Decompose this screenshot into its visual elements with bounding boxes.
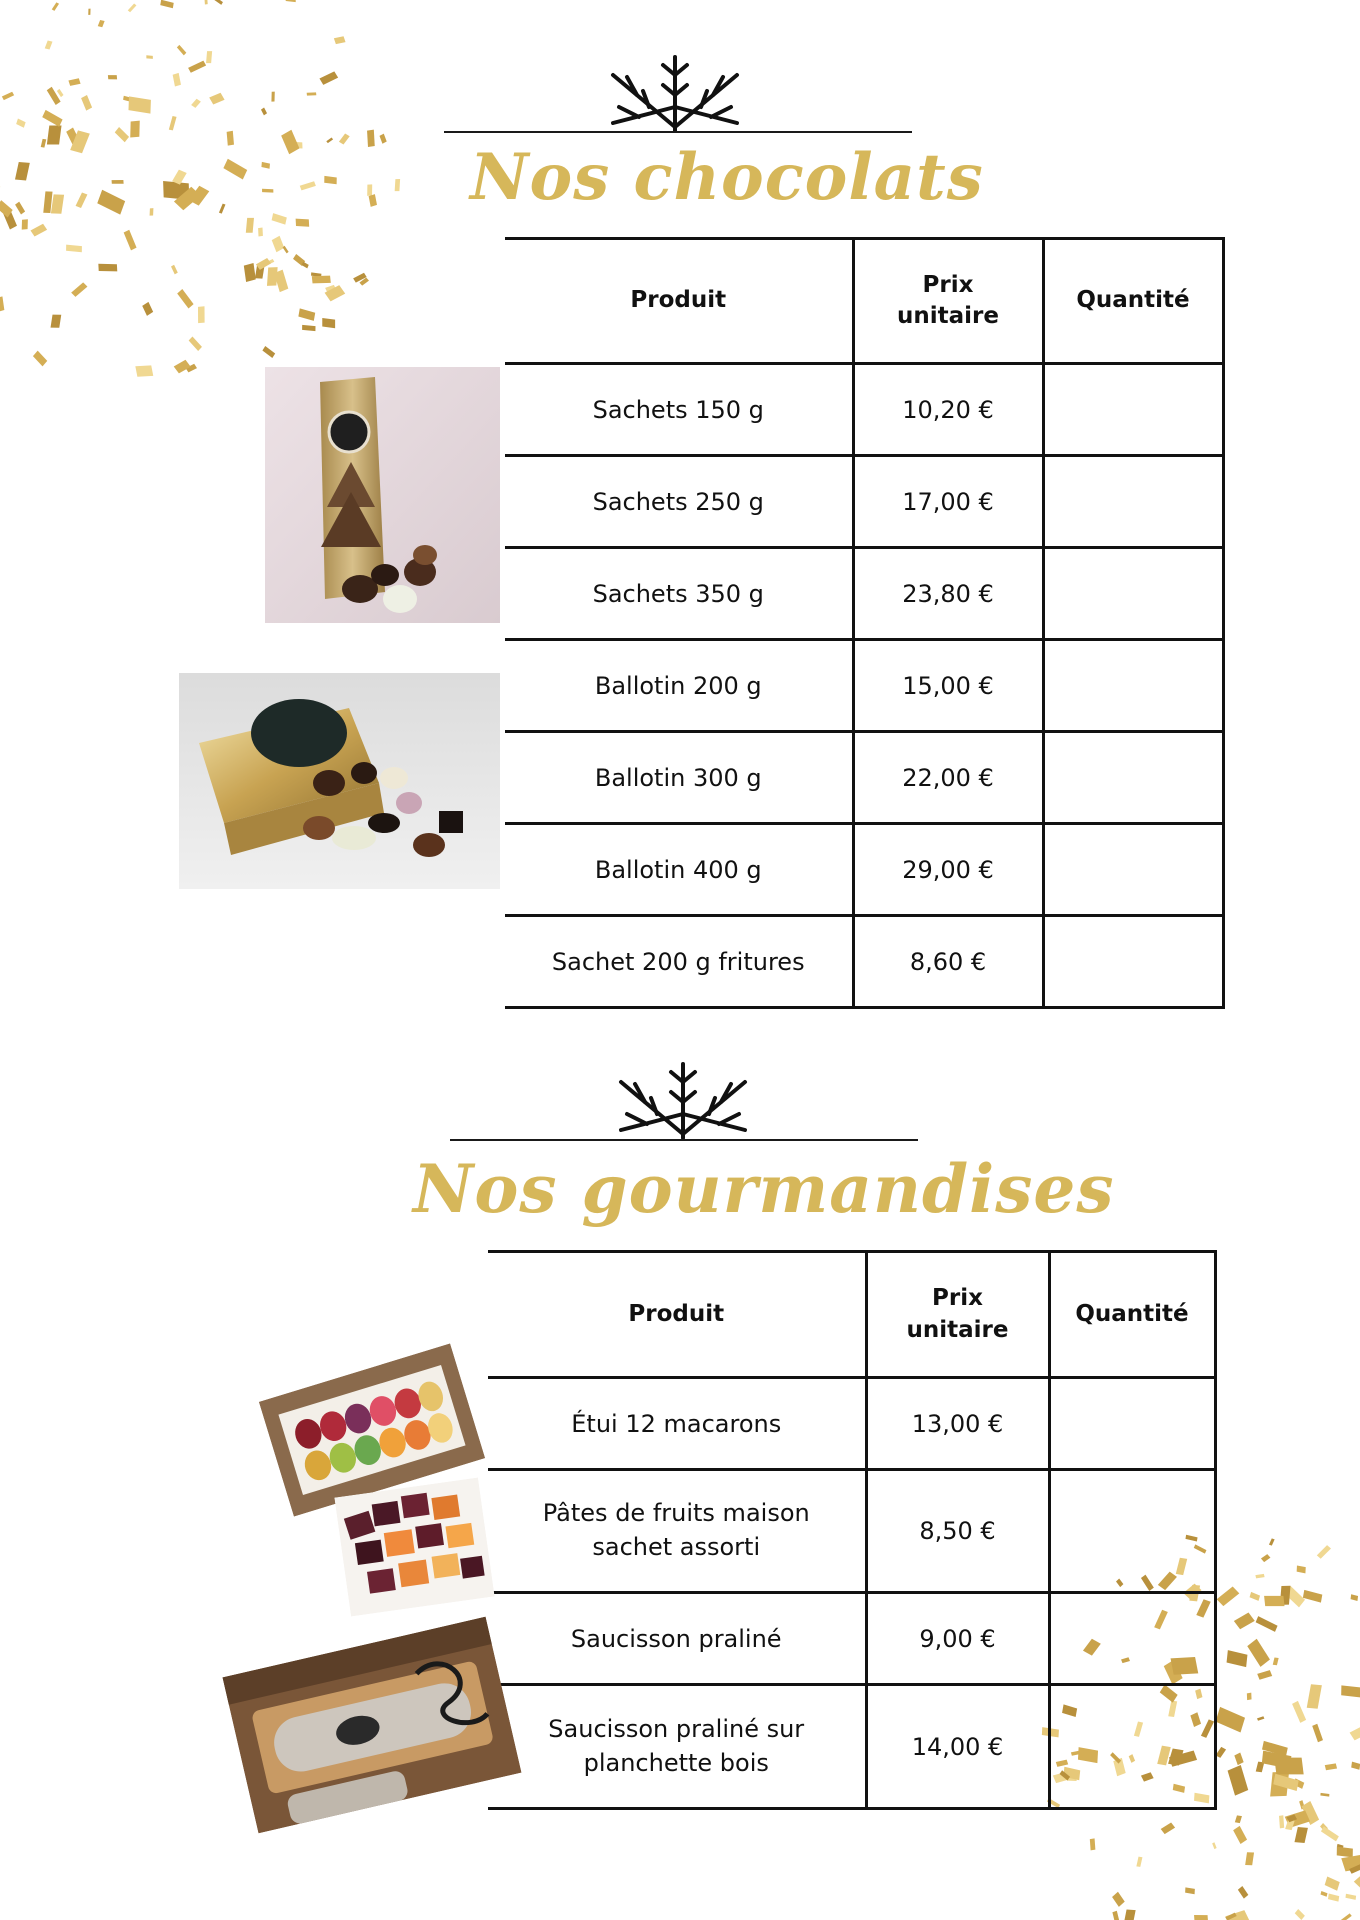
confetti-piece bbox=[353, 272, 367, 284]
confetti-piece bbox=[1256, 1761, 1265, 1772]
table-row bbox=[505, 916, 1223, 1008]
confetti-piece bbox=[1291, 1701, 1307, 1723]
confetti-piece bbox=[1349, 1862, 1360, 1874]
confetti-piece bbox=[112, 179, 124, 184]
chocolate-box-photo bbox=[179, 673, 500, 889]
confetti-piece bbox=[1262, 1751, 1292, 1769]
product-name: Saucisson praliné bbox=[488, 1593, 866, 1685]
confetti-piece bbox=[257, 227, 264, 236]
confetti-piece bbox=[1287, 1813, 1297, 1823]
quantity-cell[interactable] bbox=[1043, 732, 1223, 824]
confetti-piece bbox=[270, 236, 286, 253]
confetti-piece bbox=[206, 51, 212, 63]
confetti-piece bbox=[366, 184, 373, 196]
confetti-piece bbox=[149, 208, 154, 216]
confetti-piece bbox=[307, 92, 317, 97]
confetti-piece bbox=[1245, 1852, 1254, 1865]
snowflake-icon bbox=[605, 55, 745, 135]
confetti-piece bbox=[334, 35, 346, 45]
confetti-piece bbox=[1341, 1685, 1360, 1697]
confetti-piece bbox=[339, 133, 350, 145]
confetti-piece bbox=[1237, 1886, 1249, 1899]
product-name-line1: Saucisson praliné sur bbox=[548, 1714, 805, 1743]
confetti-piece bbox=[174, 358, 191, 374]
confetti-piece bbox=[1341, 1913, 1352, 1920]
chocolates-table bbox=[505, 237, 1225, 1009]
confetti-piece bbox=[302, 325, 315, 331]
confetti-piece bbox=[1293, 1778, 1305, 1789]
confetti-piece bbox=[51, 315, 62, 328]
confetti-piece bbox=[312, 274, 331, 285]
confetti-piece bbox=[1255, 1573, 1264, 1579]
column-header-price bbox=[853, 239, 1043, 364]
confetti-piece bbox=[223, 159, 249, 180]
confetti-piece bbox=[1280, 1586, 1291, 1605]
confetti-piece bbox=[1233, 1752, 1245, 1765]
product-name: Ballotin 400 g bbox=[505, 824, 853, 916]
column-header-quantity: Quantité bbox=[1043, 239, 1223, 364]
confetti-piece bbox=[1136, 1857, 1142, 1867]
confetti-piece bbox=[300, 180, 316, 191]
unit-price: 14,00 € bbox=[866, 1685, 1049, 1809]
confetti-piece bbox=[1350, 1723, 1360, 1742]
confetti-piece bbox=[1235, 1815, 1242, 1823]
product-name: Sachets 350 g bbox=[505, 548, 853, 640]
quantity-cell[interactable] bbox=[1043, 548, 1223, 640]
product-name bbox=[488, 1685, 866, 1809]
confetti-piece bbox=[186, 363, 197, 373]
confetti-piece bbox=[128, 3, 137, 13]
confetti-piece bbox=[1320, 1826, 1339, 1841]
confetti-piece bbox=[246, 218, 254, 233]
confetti-piece bbox=[1257, 1716, 1264, 1722]
confetti-piece bbox=[1269, 1538, 1275, 1546]
confetti-piece bbox=[266, 267, 278, 286]
confetti-piece bbox=[324, 176, 337, 184]
confetti-piece bbox=[160, 0, 174, 8]
confetti-piece bbox=[163, 180, 189, 201]
product-name-line1: Pâtes de fruits maison bbox=[542, 1499, 810, 1528]
confetti-piece bbox=[65, 128, 82, 147]
confetti-piece bbox=[255, 264, 265, 278]
confetti-piece bbox=[141, 302, 154, 316]
confetti-piece bbox=[70, 130, 90, 154]
confetti-piece bbox=[1216, 1746, 1227, 1758]
table-row bbox=[505, 640, 1223, 732]
confetti-piece bbox=[1194, 1914, 1208, 1920]
confetti-piece bbox=[1212, 1842, 1217, 1849]
confetti-piece bbox=[56, 89, 64, 97]
confetti-piece bbox=[176, 289, 194, 308]
praline-sausage-photo bbox=[222, 1617, 521, 1834]
product-name-line2: planchette bois bbox=[583, 1748, 769, 1777]
confetti-piece bbox=[1234, 1611, 1255, 1631]
confetti-piece bbox=[16, 118, 26, 127]
confetti-piece bbox=[1112, 1911, 1121, 1920]
confetti-piece bbox=[261, 162, 270, 169]
confetti-piece bbox=[209, 91, 224, 105]
confetti-piece bbox=[88, 9, 91, 15]
confetti-piece bbox=[30, 223, 47, 238]
confetti-piece bbox=[15, 162, 30, 181]
confetti-piece bbox=[1283, 1586, 1306, 1607]
chocolate-bag-photo bbox=[265, 367, 500, 623]
confetti-piece bbox=[0, 296, 6, 312]
product-name: Étui 12 macarons bbox=[488, 1378, 866, 1470]
section-divider bbox=[450, 1139, 918, 1141]
table-row bbox=[505, 548, 1223, 640]
quantity-cell[interactable] bbox=[1043, 824, 1223, 916]
confetti-piece bbox=[129, 121, 141, 138]
confetti-piece bbox=[114, 127, 130, 142]
table-row bbox=[505, 364, 1223, 456]
confetti-piece bbox=[176, 45, 186, 55]
confetti-piece bbox=[1278, 1815, 1285, 1828]
confetti-piece bbox=[188, 60, 206, 74]
confetti-piece bbox=[1245, 1639, 1271, 1667]
price-header-line1: Prix bbox=[932, 1285, 983, 1312]
confetti-piece bbox=[98, 20, 105, 28]
confetti-piece bbox=[1232, 1826, 1249, 1844]
confetti-piece bbox=[325, 283, 346, 303]
confetti-piece bbox=[1111, 1892, 1126, 1907]
section-divider bbox=[444, 131, 912, 133]
confetti-piece bbox=[1262, 1741, 1289, 1756]
confetti-piece bbox=[1264, 1594, 1284, 1608]
confetti-piece bbox=[298, 308, 315, 320]
quantity-cell[interactable] bbox=[1049, 1593, 1215, 1685]
quantity-cell[interactable] bbox=[1049, 1685, 1215, 1809]
confetti-piece bbox=[262, 189, 273, 193]
treats-table bbox=[488, 1250, 1217, 1810]
product-name: Sachet 200 g fritures bbox=[505, 916, 853, 1008]
confetti-piece bbox=[68, 77, 80, 87]
confetti-piece bbox=[1311, 1724, 1324, 1742]
fruit-jellies-photo bbox=[334, 1477, 494, 1616]
price-header-line2: unitaire bbox=[897, 303, 999, 329]
column-header-quantity: Quantité bbox=[1049, 1252, 1215, 1378]
confetti-piece bbox=[204, 0, 209, 5]
table-row bbox=[505, 732, 1223, 824]
confetti-piece bbox=[1249, 1592, 1260, 1601]
confetti-piece bbox=[21, 219, 29, 229]
confetti-piece bbox=[1161, 1821, 1175, 1835]
unit-price: 22,00 € bbox=[853, 732, 1043, 824]
confetti-piece bbox=[1274, 1754, 1303, 1777]
confetti-piece bbox=[98, 263, 117, 273]
confetti-piece bbox=[282, 246, 289, 254]
confetti-piece bbox=[1226, 1650, 1247, 1667]
confetti-piece bbox=[1294, 1909, 1306, 1920]
quantity-cell[interactable] bbox=[1043, 640, 1223, 732]
quantity-cell[interactable] bbox=[1043, 364, 1223, 456]
confetti-piece bbox=[319, 70, 338, 86]
confetti-piece bbox=[43, 191, 52, 213]
confetti-piece bbox=[1124, 1909, 1136, 1920]
confetti-piece bbox=[394, 179, 400, 191]
confetti-piece bbox=[1303, 1590, 1323, 1603]
confetti-piece bbox=[1325, 1762, 1337, 1771]
confetti-piece bbox=[14, 202, 26, 215]
confetti-piece bbox=[1261, 1553, 1271, 1562]
unit-price: 13,00 € bbox=[866, 1378, 1049, 1470]
confetti-piece bbox=[1341, 1852, 1360, 1874]
confetti-piece bbox=[296, 218, 310, 228]
price-header-line2: unitaire bbox=[906, 1316, 1009, 1343]
column-header-price bbox=[866, 1252, 1049, 1378]
confetti-piece bbox=[32, 351, 48, 367]
confetti-piece bbox=[1225, 1908, 1250, 1920]
confetti-piece bbox=[379, 134, 388, 144]
confetti-piece bbox=[1269, 1772, 1290, 1797]
confetti-piece bbox=[191, 98, 201, 108]
confetti-piece bbox=[1257, 1669, 1272, 1681]
confetti-piece bbox=[1217, 1585, 1240, 1607]
confetti-piece bbox=[225, 131, 235, 146]
confetti-piece bbox=[289, 141, 302, 149]
confetti-piece bbox=[1273, 1657, 1279, 1665]
product-name bbox=[488, 1470, 866, 1593]
unit-price: 23,80 € bbox=[853, 548, 1043, 640]
confetti-piece bbox=[311, 272, 321, 277]
confetti-piece bbox=[260, 107, 267, 115]
confetti-piece bbox=[96, 190, 126, 215]
product-name-line2: sachet assorti bbox=[592, 1533, 761, 1561]
confetti-piece bbox=[146, 55, 153, 59]
unit-price: 29,00 € bbox=[853, 824, 1043, 916]
table-row bbox=[488, 1685, 1215, 1809]
section-title: Nos gourmandises bbox=[413, 1150, 1115, 1228]
confetti-piece bbox=[242, 263, 258, 282]
confetti-piece bbox=[170, 265, 178, 275]
confetti-piece bbox=[271, 213, 287, 225]
confetti-piece bbox=[42, 110, 64, 127]
quantity-cell[interactable] bbox=[1049, 1470, 1215, 1593]
confetti-piece bbox=[1297, 1565, 1306, 1573]
confetti-piece bbox=[1225, 1912, 1236, 1920]
confetti-piece bbox=[171, 73, 182, 87]
confetti-piece bbox=[1320, 1793, 1329, 1797]
confetti-piece bbox=[1345, 1894, 1356, 1900]
column-header-product: Produit bbox=[505, 239, 853, 364]
unit-price: 17,00 € bbox=[853, 456, 1043, 548]
confetti-piece bbox=[1298, 1800, 1305, 1809]
confetti-piece bbox=[188, 336, 203, 350]
confetti-piece bbox=[367, 194, 378, 207]
confetti-piece bbox=[100, 196, 108, 204]
confetti-piece bbox=[1225, 1765, 1251, 1796]
confetti-piece bbox=[1, 209, 18, 230]
confetti-piece bbox=[169, 116, 177, 131]
confetti-piece bbox=[1328, 1894, 1340, 1902]
table-row bbox=[488, 1470, 1215, 1593]
unit-price: 10,20 € bbox=[853, 364, 1043, 456]
confetti-piece bbox=[1294, 1827, 1307, 1843]
confetti-piece bbox=[266, 258, 275, 265]
unit-price: 8,50 € bbox=[866, 1470, 1049, 1593]
confetti-piece bbox=[197, 306, 206, 323]
confetti-piece bbox=[66, 245, 82, 253]
product-name: Sachets 250 g bbox=[505, 456, 853, 548]
unit-price: 8,60 € bbox=[853, 916, 1043, 1008]
confetti-piece bbox=[279, 130, 301, 155]
table-row bbox=[505, 456, 1223, 548]
product-name: Ballotin 200 g bbox=[505, 640, 853, 732]
quantity-cell[interactable] bbox=[1043, 456, 1223, 548]
confetti-piece bbox=[256, 257, 271, 271]
confetti-piece bbox=[1337, 1844, 1344, 1849]
confetti-piece bbox=[108, 74, 117, 80]
confetti-piece bbox=[262, 346, 276, 358]
confetti-piece bbox=[1350, 1594, 1358, 1601]
confetti-piece bbox=[172, 169, 187, 185]
table-row bbox=[505, 824, 1223, 916]
confetti-piece bbox=[1273, 1774, 1299, 1791]
section-title: Nos chocolats bbox=[470, 140, 984, 215]
confetti-piece bbox=[366, 130, 376, 147]
confetti-piece bbox=[1319, 1823, 1328, 1832]
unit-price: 9,00 € bbox=[866, 1593, 1049, 1685]
confetti-piece bbox=[41, 139, 47, 148]
confetti-piece bbox=[326, 137, 333, 143]
table-row bbox=[488, 1378, 1215, 1470]
confetti-piece bbox=[213, 0, 223, 5]
confetti-piece bbox=[1320, 1891, 1327, 1897]
unit-price: 15,00 € bbox=[853, 640, 1043, 732]
confetti-piece bbox=[1337, 1847, 1353, 1858]
confetti-piece bbox=[174, 185, 201, 212]
confetti-piece bbox=[1317, 1544, 1331, 1559]
table-header-row bbox=[488, 1252, 1215, 1378]
confetti-piece bbox=[1246, 1693, 1252, 1701]
product-name: Sachets 150 g bbox=[505, 364, 853, 456]
confetti-piece bbox=[45, 40, 53, 50]
table-header-row bbox=[505, 239, 1223, 364]
confetti-piece bbox=[123, 230, 138, 251]
confetti-piece bbox=[47, 125, 62, 144]
confetti-piece bbox=[1255, 1616, 1278, 1632]
confetti-piece bbox=[71, 281, 87, 297]
confetti-piece bbox=[80, 95, 93, 111]
confetti-piece bbox=[301, 262, 309, 269]
price-header-line1: Prix bbox=[922, 271, 974, 298]
snowflake-icon bbox=[613, 1062, 753, 1142]
confetti-piece bbox=[46, 87, 62, 105]
confetti-piece bbox=[76, 192, 88, 208]
confetti-piece bbox=[292, 254, 305, 266]
confetti-piece bbox=[286, 0, 296, 2]
table-row bbox=[488, 1593, 1215, 1685]
confetti-piece bbox=[51, 194, 64, 214]
confetti-piece bbox=[271, 92, 275, 102]
confetti-piece bbox=[1285, 1808, 1310, 1830]
confetti-piece bbox=[1285, 1819, 1295, 1830]
confetti-piece bbox=[1300, 1801, 1321, 1825]
confetti-piece bbox=[128, 96, 151, 113]
confetti-piece bbox=[123, 96, 133, 102]
confetti-piece bbox=[272, 270, 290, 292]
confetti-piece bbox=[135, 363, 153, 379]
column-header-product: Produit bbox=[488, 1252, 866, 1378]
confetti-piece bbox=[1185, 1887, 1195, 1894]
product-name: Ballotin 300 g bbox=[505, 732, 853, 824]
confetti-piece bbox=[189, 185, 210, 207]
confetti-piece bbox=[322, 318, 335, 328]
confetti-piece bbox=[1215, 1707, 1246, 1733]
confetti-piece bbox=[52, 2, 59, 11]
confetti-piece bbox=[1307, 1684, 1322, 1709]
confetti-piece bbox=[359, 277, 369, 286]
confetti-piece bbox=[219, 203, 226, 213]
confetti-piece bbox=[2, 91, 14, 101]
confetti-piece bbox=[1089, 1838, 1096, 1850]
quantity-cell[interactable] bbox=[1049, 1378, 1215, 1470]
quantity-cell[interactable] bbox=[1043, 916, 1223, 1008]
confetti-piece bbox=[1351, 1762, 1360, 1770]
confetti-piece bbox=[325, 284, 336, 293]
confetti-piece bbox=[0, 200, 14, 217]
confetti-piece bbox=[1354, 1869, 1360, 1889]
confetti-piece bbox=[1324, 1876, 1340, 1890]
